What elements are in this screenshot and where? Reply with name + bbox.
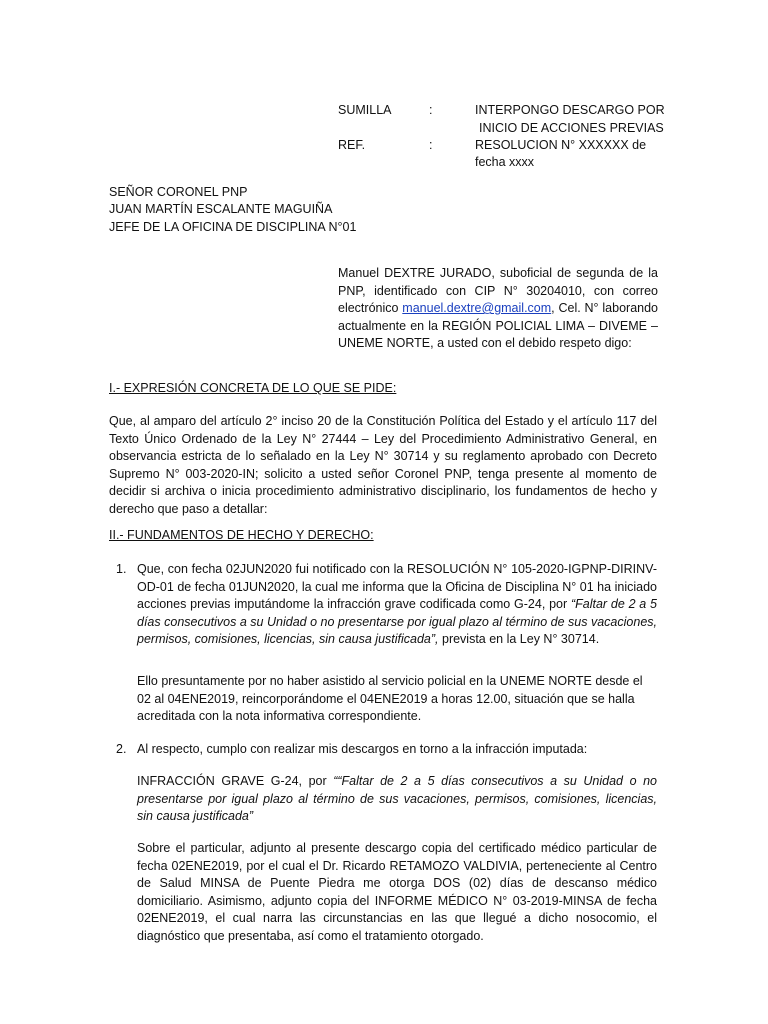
addressee-line2: JUAN MARTÍN ESCALANTE MAGUIÑA <box>109 202 333 216</box>
item2-paragraph: Al respecto, cumplo con realizar mis descargos en torno a la infracción imputada: <box>137 742 588 756</box>
addressee-line3: JEFE DE LA OFICINA DE DISCIPLINA N°01 <box>109 220 357 234</box>
sumilla-label: SUMILLA <box>338 103 392 117</box>
infraction-label: INFRACCIÓN GRAVE G-24, por <box>137 774 334 788</box>
section1-body: Que, al amparo del artículo 2° inciso 20 de la Constitución Política del Estado y el artículo 117 del Texto Único Ordenado de la Ley N° 27444 – Ley del Procedimiento Administrativo General, en observancia estricta de lo señalado en la Ley N° 30714 y su reglamento aprobado con Decreto Supremo N° 003-2020-IN; solicito a usted señor Coronel PNP, tenga presente al momento de decidir si archiva o inicia procedimiento administrativo disciplinario, los fundamentos de hecho y derecho que paso a detallar: <box>109 414 657 516</box>
addressee-line1: SEÑOR CORONEL PNP <box>109 185 248 199</box>
infraction-paragraph <box>137 773 657 826</box>
sender-name: Manuel DEXTRE JURADO, <box>338 266 495 280</box>
item2-number: 2. <box>116 742 127 756</box>
ref-value-line1: RESOLUCION N° XXXXXX de <box>475 138 647 152</box>
intro-text-b: , Cel. N° laborando actualmente en la REGIÓN POLICIAL LIMA – DIVEME – UNEME NORTE, a usted con el debido respeto digo: <box>338 301 658 350</box>
intro-text-a: suboficial de segunda de la PNP, identificado con CIP N° 30204010, con correo electrónico <box>338 266 658 315</box>
infraction-quote: ““Faltar de 2 a 5 días consecutivos a su Unidad o no presentarse por igual plazo al término de sus vacaciones, permisos, comisiones, licencias, sin causa justificada” <box>137 774 657 823</box>
section1-title: I.- EXPRESIÓN CONCRETA DE LO QUE SE PIDE: <box>109 381 397 395</box>
ref-colon: : <box>429 138 433 152</box>
item1-paragraph-2: Ello presuntamente por no haber asistido al servicio policial en la UNEME NORTE desde el 02 al 04ENE2019, reincorporándome el 04ENE2019 a horas 12.00, situación que se halla acreditada con la nota informativa correspondiente. <box>137 674 643 723</box>
section2-title: II.- FUNDAMENTOS DE HECHO Y DERECHO: <box>109 528 374 542</box>
ref-value-line2: fecha xxxx <box>475 155 535 169</box>
item1-quote: “Faltar de 2 a 5 días consecutivos a su Unidad o no presentarse por igual plazo al término de sus vacaciones, permisos, comisiones, licencias, sin causa justificada”, <box>137 597 658 646</box>
ref-label: REF. <box>338 138 366 152</box>
sumilla-colon: : <box>429 103 433 117</box>
item1-text-b: prevista en la Ley N° 30714. <box>438 632 600 646</box>
item2-paragraph-3: Sobre el particular, adjunto al presente descargo copia del certificado médico particular de fecha 02ENE2019, por el cual el Dr. Ricardo RETAMOZO VALDIVIA, perteneciente al Centro de Salud MINSA de Puente Piedra me otorga DOS (02) días de descanso médico domiciliario. Asimismo, adjunto copia del INFORME MÉDICO N° 03-2019-MINSA de fecha 02ENE2019, el cual narra las circunstancias en las que llegué a dicho nosocomio, el diagnóstico que presentaba, así como el tratamiento otorgado. <box>137 841 657 943</box>
item1-paragraph <box>137 561 657 649</box>
sumilla-value-line2: INICIO DE ACCIONES PREVIAS <box>479 121 664 135</box>
item1-number: 1. <box>116 562 127 576</box>
sumilla-value-line1: INTERPONGO DESCARGO POR <box>475 103 665 117</box>
item1-text-a: Que, con fecha 02JUN2020 fui notificado con la RESOLUCIÓN N° 105-2020-IGPNP-DIRINV-OD-01 de fecha 01JUN2020, la cual me informa que la Oficina de Disciplina N° 01 ha iniciado acciones previas imputándome la infracción grave codificada como G-24, por <box>137 562 657 611</box>
intro-paragraph <box>338 265 658 353</box>
email-link[interactable]: manuel.dextre@gmail.com <box>402 301 552 315</box>
